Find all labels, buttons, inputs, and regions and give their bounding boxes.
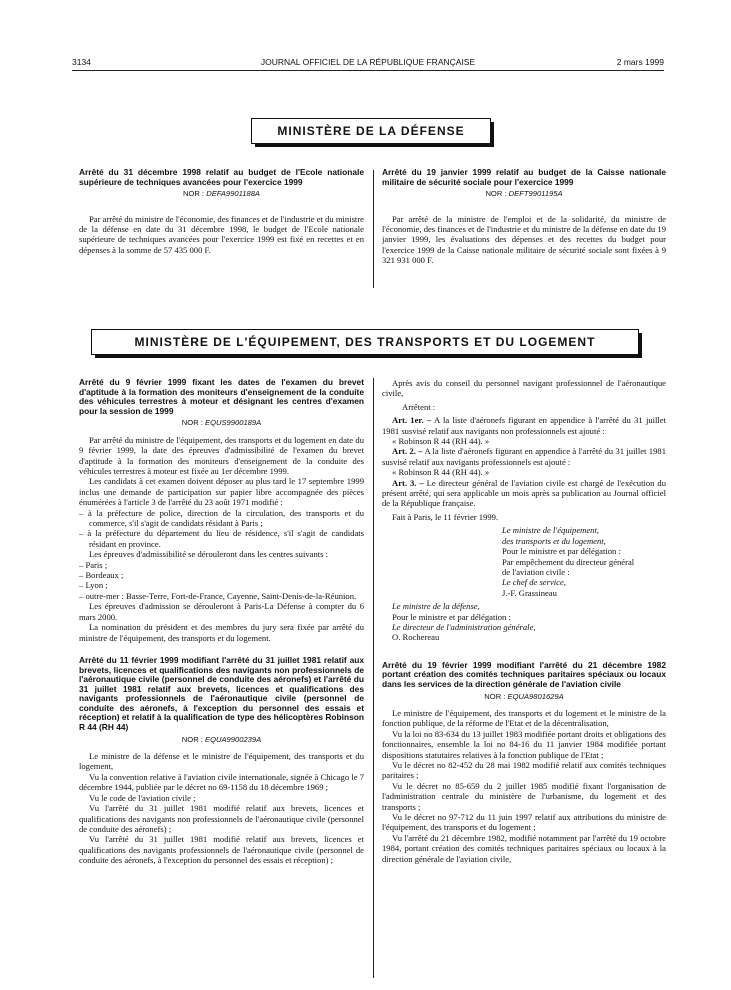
article-budget-caisse [382, 168, 666, 266]
paragraph: Le ministre de l'équipement, des transports et du logement et le ministre de la fonction publique, de la réforme de l'Etat et de la décentralisation, [382, 707, 666, 729]
nor-reference [382, 189, 666, 199]
paragraph: Vu la convention relative à l'aviation civile internationale, signée à Chicago le 7 décembre 1944, publiée par le décret no 69-1158 du 18 décembre 1969 ; [79, 771, 364, 793]
article-text: A la liste d'aéronefs figurant en appendice à l'arrêté du 31 juillet 1981 susvisé relatif aux navigants professionnels est ajouté : [382, 446, 666, 467]
right-column [382, 378, 666, 864]
signature-line: Par empêchement du directeur général [502, 556, 635, 567]
article-body: Par arrêté du ministre de l'économie, des finances et de l'industrie et du ministre de la défense en date du 31 décembre 1998, le budget de l'Ecole nationale supérieure de techniques avancées pour l'exercice 1999 est fixé en recettes et en dépenses à la somme de 57 435 000 F. [79, 213, 364, 255]
nor-code: EQUA9801629A [507, 691, 564, 701]
article-label: Art. 1er. – [392, 415, 432, 426]
nor-reference [79, 189, 364, 199]
nor-label: NOR : [181, 418, 203, 428]
paragraph: Vu l'arrêté du 31 juillet 1981 modifié relatif aux brevets, licences et qualifications des navigants non professionnels de l'aéronautique civile (personnel de conduite des aéronefs) ; [79, 803, 364, 834]
article-label: Art. 2. – [392, 446, 423, 457]
paragraph: Vu l'arrêté du 21 décembre 1982, modifié notamment par l'arrêté du 19 octobre 1984, portant création des comités techniques paritaires spéciaux ou locaux à la direction générale de l'aviation civile, [382, 832, 666, 864]
article-label: Art. 3. – [392, 477, 424, 488]
header-rule [72, 70, 664, 71]
signature-line: Le ministre de la défense, [392, 601, 480, 612]
nor-code: EQUS9900189A [205, 418, 262, 428]
nor-label: NOR : [183, 189, 205, 199]
signature-line: de l'aviation civile : [502, 566, 570, 577]
article-text: Le directeur général de l'aviation civile est chargé de l'exécution du présent arrêté, qui sera applicable un mois après sa publication au Journal officiel de la République française. [382, 477, 666, 509]
paragraph: La nomination du président et des membres du jury sera fixée par arrêté du ministre de l'équipement, des transports et du logement. [79, 622, 364, 643]
paragraph: Vu le décret no 97-712 du 11 juin 1997 relatif aux attributions du ministre de l'équipement, des transports et du logement ; [382, 812, 666, 833]
page-header [72, 57, 664, 69]
signature-line: Le chef de service, [502, 577, 566, 588]
list-item: – à la préfecture du département du lieu de résidence, s'il s'agit de candidats résidant en province. [79, 528, 364, 549]
ministry-box-equipement [91, 329, 639, 355]
paragraph: Vu la loi no 83-634 du 13 juillet 1983 modifiée portant droits et obligations des fonctionnaires, ensemble la loi no 84-16 du 11 janvier 1984 modifiée portant dispositions statutaires relatives à la fonction publique de l'Etat ; [382, 728, 666, 760]
signatory-name: O. Rochereau [392, 632, 440, 643]
article-text: A la liste d'aéronefs figurant en appendice à l'arrêté du 31 juillet 1981 susvisé relatif aux navigants non professionnels est ajouté : [382, 415, 666, 436]
signatory-name: J.-F. Grassineau [502, 587, 557, 598]
nor-reference [382, 692, 666, 702]
left-column [79, 378, 364, 866]
nor-reference [79, 418, 364, 428]
issue-date: 2 mars 1999 [616, 57, 664, 67]
ministry-title: MINISTÈRE DE L'ÉQUIPEMENT, DES TRANSPORTS ET DU LOGEMENT [134, 335, 596, 349]
signature-line: Pour le ministre et par délégation : [392, 611, 511, 622]
page-number: 3134 [72, 57, 91, 67]
article-1-item: « Robinson R 44 (RH 44). » [392, 436, 490, 447]
list-item: – à la préfecture de police, direction de la circulation, des transports et du commerce, s'il s'agit de candidats résidant à Paris ; [79, 507, 364, 529]
article-title: Arrêté du 31 décembre 1998 relatif au budget de l'Ecole nationale supérieure de techniques avancées pour l'exercice 1999 [79, 167, 364, 187]
paragraph: Les épreuves d'admission se dérouleront à Paris-La Défense à compter du 6 mars 2000. [79, 601, 364, 622]
article-2 [382, 446, 666, 467]
signature-block-equipement [492, 525, 666, 598]
paragraph: Vu le décret no 85-659 du 2 juillet 1985 modifié fixant l'organisation de l'administration centrale du ministère de l'urbanisme, du logement et des transports ; [382, 780, 666, 812]
signature-line: des transports et du logement, [502, 535, 606, 546]
paragraph: Les épreuves d'admissibilité se dérouleront dans les centres suivants : [89, 549, 329, 560]
paragraph: Par arrêté du ministre de l'équipement, des transports et du logement en date du 9 février 1999, la date des épreuves d'admissibilité de l'examen du brevet d'aptitude à la formation des moniteurs d'enseignement de la conduite des véhicules terrestres à moteur est fixée au 1er décembre 1999. [79, 434, 364, 476]
signature-line: Le directeur de l'administration générale, [392, 621, 536, 632]
article-title: Arrêté du 9 février 1999 fixant les dates de l'examen du brevet d'aptitude à la formation des moniteurs d'enseignement de la conduite des véhicules terrestres à moteur et désignant les centres d'examen pour la session de 1999 [79, 377, 364, 416]
signing-place-date: Fait à Paris, le 11 février 1999. [392, 511, 499, 522]
nor-code: DEFT9901195A [508, 189, 563, 199]
journal-title: JOURNAL OFFICIEL DE LA RÉPUBLIQUE FRANÇAISE [260, 57, 476, 67]
article-3 [382, 478, 666, 509]
nor-label: NOR : [485, 189, 507, 199]
ministry-title: MINISTÈRE DE LA DÉFENSE [277, 124, 465, 138]
nor-label: NOR : [484, 691, 506, 701]
nor-code: DEFA9901188A [206, 189, 260, 199]
nor-reference [79, 735, 364, 745]
ministry-box-defense [251, 118, 491, 144]
nor-label: NOR : [181, 734, 203, 744]
article-title: Arrêté du 19 janvier 1999 relatif au budget de la Caisse nationale militaire de sécurité sociale pour l'exercice 1999 [382, 167, 666, 187]
signature-line: Pour le ministre et par délégation : [502, 546, 621, 557]
article-title: Arrêté du 11 février 1999 modifiant l'arrêté du 31 juillet 1981 relatif aux brevets, licences et qualifications des navigants non professionnels de l'aéronautique civile (personnel de conduite des aéronefs) et l'arrêté du 31 juillet 1981 relatif aux brevets, licences et qualifications des navigants professionnels de l'aéronautique civile (personnel de conduite des aéronefs, à l'exception du personnel des essais et réception) et relatif à la qualification de type des hélicoptères Robinson R 44 (RH 44) [79, 654, 364, 733]
arretent-label: Arrêtent : [402, 401, 436, 412]
signature-block-defense [382, 601, 557, 643]
article-budget-ensta [79, 168, 364, 255]
article-title: Arrêté du 19 février 1999 modifiant l'arrêté du 21 décembre 1982 portant création des comités techniques paritaires spéciaux ou locaux dans les services de la direction générale de l'aviation civile [382, 659, 666, 689]
list-item: – Bordeaux ; [79, 570, 124, 581]
signature-line: Le ministre de l'équipement, [502, 525, 599, 536]
nor-code: EQUA9900239A [205, 734, 262, 744]
paragraph: Vu le code de l'aviation civile ; [89, 792, 196, 803]
list-item: – Lyon ; [79, 580, 108, 591]
paragraph: Les candidats à cet examen doivent déposer au plus tard le 17 septembre 1999 inclus une demande de participation sur papier libre accompagnée des pièces énumérées à l'article 3 de l'arrêté du 23 août 1971 modifié : [79, 476, 364, 508]
article-body: Par arrêté de la ministre de l'emploi et de la solidarité, du ministre de l'économie, des finances et de l'industrie et du ministre de la défense en date du 19 janvier 1999, les évaluations des dépenses et des recettes du budget pour l'exercice 1999 de la Caisse nationale militaire de sécurité sociale sont fixées à 9 321 931 000 F. [382, 213, 666, 266]
paragraph: Après avis du conseil du personnel navigant professionnel de l'aéronautique civile, [382, 378, 666, 399]
article-2-item: « Robinson R 44 (RH 44). » [392, 467, 490, 478]
list-item: – outre-mer : Basse-Terre, Fort-de-France, Cayenne, Saint-Denis-de-la-Réunion. [79, 590, 357, 601]
column-divider [373, 378, 374, 978]
paragraph: Vu le décret no 82-452 du 28 mai 1982 modifié relatif aux comités techniques paritaires ; [382, 759, 666, 781]
column-divider [373, 170, 374, 288]
paragraph: Le ministre de la défense et le ministre de l'équipement, des transports et du logement, [79, 751, 364, 772]
paragraph: Vu l'arrêté du 31 juillet 1981 modifié relatif aux brevets, licences et qualifications des navigants professionnels de l'aéronautique civile (personnel de conduite des aéronefs, à l'exception du personnel des essais et réception) ; [79, 834, 364, 866]
list-item: – Paris ; [79, 559, 108, 570]
article-1 [382, 415, 666, 436]
